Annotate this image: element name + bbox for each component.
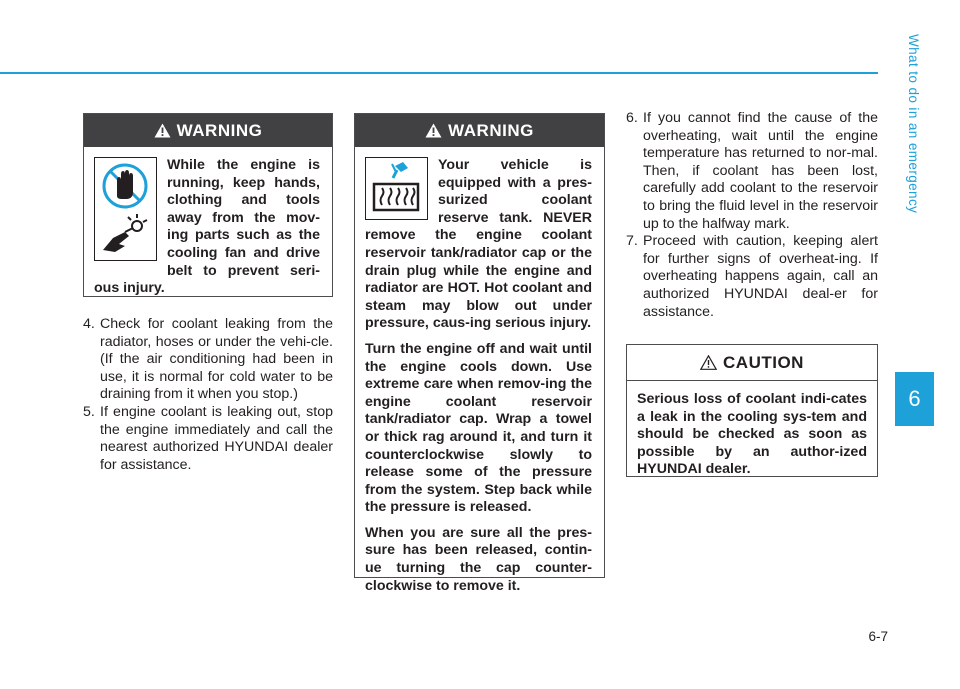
caution-header <box>627 345 877 381</box>
list-item <box>626 233 878 321</box>
step-text: If engine coolant is leaking out, stop the engine immediately and call the nearest authorized HYUNDAI dealer for assistance. <box>100 403 333 473</box>
warning-paragraph: Turn the engine off and wait until the engine cools down. Use extreme care when remov-ing the engine coolant reservoir tank/radiator cap. Wrap a towel or thick rag around it, and turn it counterclockwise slowly to release some of the pressure from the system. Step back while the pressure is released. <box>365 340 592 516</box>
warning-title: WARNING <box>176 120 263 140</box>
chapter-side-label: What to do in an emergency <box>906 34 921 214</box>
step-number: 6. <box>626 110 638 126</box>
steps-right <box>626 110 878 321</box>
step-text: If you cannot find the cause of the overheating, wait until the engine temperature has returned to nor-mal. Then, if coolant has been lost, carefully add coolant to the reservoir to bring the fluid level in the reservoir up to the halfway mark. <box>643 110 878 232</box>
warning-title: WARNING <box>448 120 534 140</box>
list-item <box>626 110 878 233</box>
warning-header <box>84 114 332 147</box>
warning-triangle-icon <box>154 123 171 138</box>
warning-header <box>355 114 604 147</box>
step-text: Check for coolant leaking from the radiator, hoses or under the vehi-cle. (If the air conditioning had been in use, it is normal for cold water to be draining from it when you stop.) <box>100 316 333 403</box>
list-item <box>83 316 333 404</box>
step-text: Proceed with caution, keeping alert for further signs of overheat-ing. If overheating happens again, call an authorized HYUNDAI deal-er for assistance. <box>643 233 878 320</box>
warning-triangle-icon <box>425 123 442 138</box>
hot-coolant-reservoir-icon <box>365 157 428 220</box>
steps-left <box>83 316 333 474</box>
step-number: 4. <box>83 316 95 332</box>
hand-stop-fan-icon <box>94 157 157 261</box>
list-item <box>83 404 333 474</box>
chapter-tab: 6 <box>895 372 934 426</box>
page-number: 6-7 <box>868 629 888 644</box>
caution-title: CAUTION <box>723 352 804 372</box>
warning-paragraph: Your vehicle is equipped with a pres-surized coolant reserve tank. NEVER remove the engine coolant reservoir tank/radiator cap or the drain plug while the engine and radiator are HOT. Hot coolant and steam may blow out under pressure, caus-ing serious injury. <box>365 157 592 332</box>
warning-box-coolant <box>354 113 605 594</box>
caution-triangle-icon <box>700 355 717 370</box>
caution-box <box>626 344 878 477</box>
warning-paragraph: When you are sure all the pres-sure has been released, contin-ue turning the cap counter-clockwise to remove it. <box>365 524 592 594</box>
step-number: 7. <box>626 233 638 250</box>
caution-text: Serious loss of coolant indi-cates a leak in the cooling sys-tem and should be checked as soon as possible by an author-ized HYUNDAI dealer. <box>637 391 867 478</box>
warning-text: While the engine is running, keep hands, clothing and tools away from the mov-ing parts such as the cooling fan and drive belt to prevent seri-ous injury. <box>94 157 320 297</box>
step-number: 5. <box>83 403 95 420</box>
top-rule <box>0 72 878 74</box>
warning-box-hands <box>83 113 333 297</box>
